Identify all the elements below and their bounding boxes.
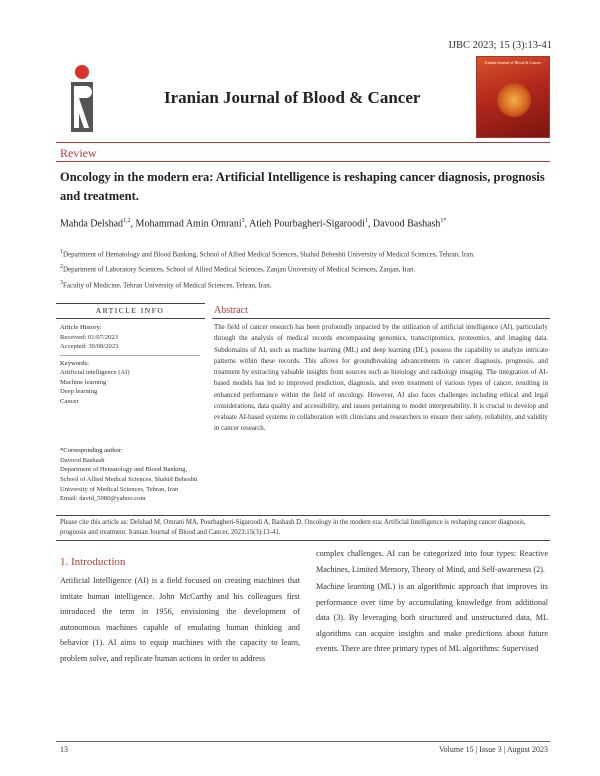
info-separator xyxy=(60,355,200,356)
abstract-header: Abstract xyxy=(214,305,248,316)
info-divider-top xyxy=(56,303,205,304)
journal-title: Iranian Journal of Blood & Cancer xyxy=(164,88,421,107)
corresponding-email[interactable]: Email: david_5980@yahoo.com xyxy=(60,495,146,503)
author-affiliation-mark: 1 xyxy=(364,218,368,224)
issue-info: Volume 15 | Issue 3 | August 2023 xyxy=(438,745,548,754)
author-affiliation-mark: 1* xyxy=(440,218,447,224)
author-name: Mohammad Amin Omrani xyxy=(135,218,242,230)
journal-reference: IJBC 2023; 15 (3):13-41 xyxy=(448,40,552,51)
masthead xyxy=(56,54,550,138)
info-divider xyxy=(56,318,205,319)
article-info-panel xyxy=(60,323,200,504)
header-divider xyxy=(56,142,550,143)
keywords-label: Keywords: xyxy=(60,359,89,367)
citation-divider-bottom xyxy=(56,540,550,541)
corresponding-name: Davood Bashash xyxy=(60,456,105,464)
cover-title: Iranian Journal of Blood & Cancer xyxy=(485,60,541,65)
abstract-text: The field of cancer research has been profoundly impacted by the utilization of artificial intelligence (AI), particularly through the analysis of medical records encompassing genomics, transcriptomics, proteomics, and imaging data. Subdomains of AI, such as machine learning (ML) and deep learning (DL), possess the capability to analyze intricate patterns within these records. This allows for groundbreaking advancements in cancer diagnosis, prognosis, and treatment by extracting valuable insights from sources such as histology and radiology imaging. The integration of AI-based models has led to improved prediction, diagnosis, and even treatment of various types of cancer, resulting in enhanced performance within the field of oncology. However, AI also faces challenges including ethical and legal considerations, data quality and accessibility, and issues pertaining to model interpretability. It is crucial to develop and evaluate AI-based systems in collaboration with clinicians and researchers to ensure their safety, reliability, and validity in cancer research. xyxy=(214,324,548,433)
section-divider xyxy=(56,161,550,162)
journal-cover-image xyxy=(476,56,550,138)
keyword: Machine learning xyxy=(60,378,107,386)
received-date: Received: 01/07/2023 xyxy=(60,333,119,341)
introduction-heading: 1. Introduction xyxy=(60,556,126,568)
footer-divider xyxy=(56,741,550,742)
history-label: Article History: xyxy=(60,324,102,331)
author-list: Mahda Delshad$^{1,2}$, Mohammad Amin Omrani$^3$, Atieh Pourbagheri-Sigaroodi$^1$, Davood Bashash$^{1*}$ xyxy=(60,218,447,230)
body-column-left xyxy=(60,548,300,666)
citation-text: Please cite this article as: Delshad M, Omrani MA, Pourbagheri-Sigaroodi A, Bashash D. Oncology in the modern era: Artificial Intelligence is reshaping cancer diagnosis, prognosis and treatment. Iranian Journal of Blood and Cancer. 2023;15(3):13-41. xyxy=(60,519,526,537)
keyword: Cancer xyxy=(60,397,79,405)
author-name: Davood Bashash xyxy=(372,218,441,230)
affiliation-item: $^1$Department of Hematology and Blood Banking, School of Allied Medical Sciences, Shahid Beheshti University of Medical Sciences, Tehran, Iran. xyxy=(60,249,475,259)
journal-logo-icon xyxy=(68,62,96,132)
abstract-divider xyxy=(212,318,550,319)
body-paragraph: Machine learning (ML) is an algorithmic approach that improves its performance over time by accumulating knowledge from additional data (3). By leveraging both structured and unstructured data, ML algorithms can acquire insights and make predictions about future events. There are three primary types of ML algorithms: Supervised xyxy=(316,582,548,654)
author-name: Mahda Delshad xyxy=(60,218,124,230)
body-paragraph: Artificial Intelligence (AI) is a field focused on creating machines that imitate human intelligence. John McCarthy and his colleagues first introduced the term in 1956, envisioning the development of autonomous machines capable of emulating human thinking and behavior (1). AI aims to equip machines with the capacity to learn, problem solve, and replicate human actions in order to address xyxy=(60,576,300,663)
author-affiliation-mark: 1,2 xyxy=(123,218,131,224)
article-title: Oncology in the modern era: Artificial Intelligence is reshaping cancer diagnosis, prognosis and treatment. xyxy=(60,170,545,204)
author-name: Atieh Pourbagheri-Sigaroodi xyxy=(249,218,365,230)
keyword: Deep learning xyxy=(60,388,98,396)
section-label: Review xyxy=(60,146,97,160)
accepted-date: Accepted: 30/08/2023 xyxy=(60,343,119,351)
affiliations xyxy=(60,248,540,294)
body-column-right xyxy=(316,546,548,659)
spacer xyxy=(60,406,200,446)
body-paragraph: complex challenges. AI can be categorized into four types: Reactive Machines, Limited Memory, Theory of Mind, and Self-awareness (2). xyxy=(316,549,548,574)
page-number: 13 xyxy=(60,745,68,754)
cover-artwork xyxy=(497,83,531,117)
corresponding-label: *Corresponding author: xyxy=(60,447,123,455)
affiliation-item: $^3$Faculty of Medicine, Tehran University of Medical Sciences, Tehran, Iran. xyxy=(60,279,272,290)
author-affiliation-mark: 3 xyxy=(241,218,245,224)
article-info-header: ARTICLE INFO xyxy=(95,306,165,315)
citation-divider-top xyxy=(56,515,550,516)
keyword: Artificial intelligence (AI) xyxy=(60,369,130,377)
affiliation-item: $^2$Department of Laboratory Sciences, School of Allied Medical Sciences, Zanjan University of Medical Sciences, Zanjan, Iran. xyxy=(60,264,416,274)
corresponding-address: Department of Hematology and Blood Banking, School of Allied Medical Sciences, Shahid Beheshti University of Medical Sciences, Tehran, Iran xyxy=(60,466,198,493)
